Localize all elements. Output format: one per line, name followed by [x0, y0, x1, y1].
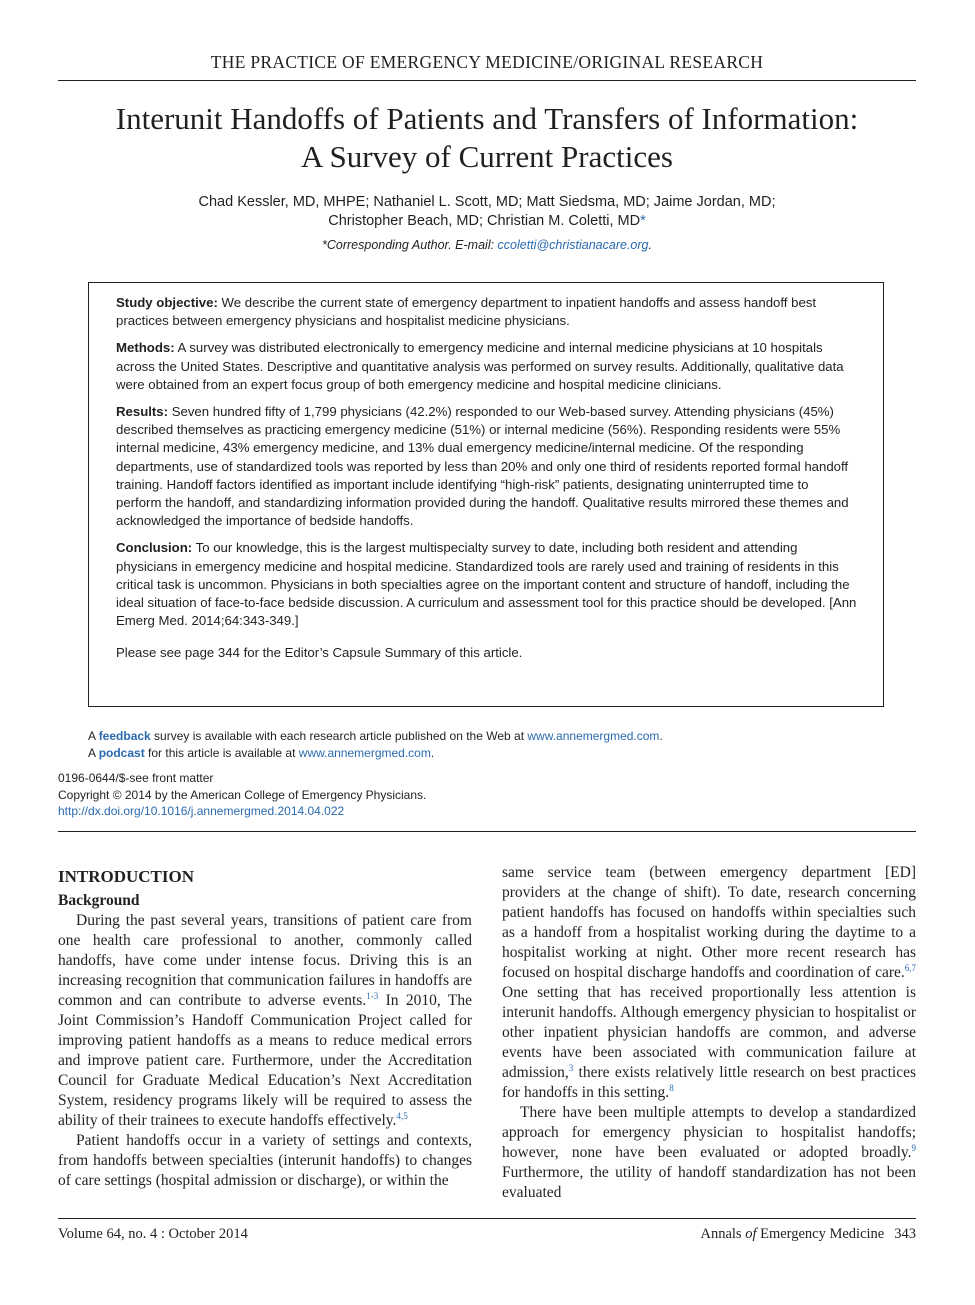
citation-link[interactable]: 9 [911, 1142, 916, 1153]
objective-label: Study objective: [116, 295, 218, 310]
authors-line-2: Christopher Beach, MD; Christian M. Coletti, MD [328, 213, 641, 229]
feedback-post: survey is available with each research article published on the Web at [150, 729, 528, 743]
podcast-end: . [430, 745, 435, 760]
corresponding-author [58, 238, 916, 252]
corresponding-period: . [648, 238, 652, 252]
methods-text: A survey was distributed electronically to emergency medicine and internal medicine physicians at 10 hospitals across the United States. Descriptive and quantitative analysis was performed on survey results. Additionally, qualitative data were obtained from an expert focus group of both emergency medicine and hospital medicine clinicians. [116, 340, 844, 392]
objective-text: We describe the current state of emergency department to inpatient handoffs and assess handoff best practices between emergency physicians and hospitalist medicine physicians. [116, 295, 817, 329]
doi-link[interactable]: http://dx.doi.org/10.1016/j.annemergmed.2014.04.022 [58, 804, 345, 818]
abstract-methods [116, 339, 857, 394]
footer-journal [700, 1226, 916, 1243]
body-paragraph [58, 1131, 472, 1191]
abstract-box [88, 282, 884, 707]
front-matter-rule [58, 831, 916, 832]
results-text: Seven hundred fifty of 1,799 physicians (42.2%) responded to our Web-based survey. Attending physicians (45%) described themselves as practicing emergency medicine (51%) or internal medicine (56%). Responding residents were 55% internal medicine, 43% emergency medicine, and 13% dual emergency medicine/internal medicine. Of the responding departments, use of standardized tools was reported by less than 20% and only one third of residents reported formal handoff training. Handoff factors identified as important include identifying “high-risk” patients, designating uninterrupted time to perform the handoff, and standardizing information provided during the handoff. Qualitative results mirrored these themes and acknowledged the importance of bedside handoffs. [116, 404, 849, 529]
feedback-end: . [659, 729, 663, 743]
p1-text-a: During the past several years, transitions of patient care from one health care professional to another, commonly called handoffs, have come under intense focus. Driving this is an increasing recognition that communication failures in handoffs are common and can contribute to adverse events. [58, 912, 472, 1009]
citation-link[interactable]: 1-3 [366, 990, 379, 1001]
journal-name-pre: Annals [700, 1226, 746, 1242]
podcast-link[interactable]: podcast [98, 745, 145, 760]
conclusion-label: Conclusion: [116, 540, 193, 556]
running-head: THE PRACTICE OF EMERGENCY MEDICINE/ORIGINAL RESEARCH [210, 52, 764, 72]
body-paragraph [502, 863, 916, 1103]
podcast-post: for this article is available at [144, 745, 299, 760]
results-label: Results: [116, 404, 169, 420]
feedback-link[interactable]: feedback [98, 729, 151, 743]
citation-link[interactable]: 3 [568, 1062, 574, 1073]
p2-text-c: One setting that has received proportionally less attention is interunit handoffs. Although emergency physician to hospitalist or other inpatient physician handoffs are common, and adverse events have been associated with communication failure at admission, [502, 984, 916, 1081]
p3-text-b: Furthermore, the utility of handoff standardization has not been evaluated [502, 1164, 916, 1201]
p2-text-b: same service team (between emergency department [ED] providers at the change of shift). To date, research concerning patient handoffs has focused on handoffs within specialties such as a handoff from a hospitalist working during the daytime to a hospitalist working at night. Other more recent research has focused on hospital discharge handoffs and coordination of care. [502, 864, 916, 981]
feedback-pre: A [88, 729, 99, 743]
corresponding-label: *Corresponding Author. E-mail: [322, 238, 498, 252]
footer-rule [58, 1218, 916, 1219]
p1-text-b: In 2010, The Joint Commission’s Handoff Communication Project called for improving patient handoffs as a means to reduce medical errors and improve patient care. Furthermore, under the Accreditation Council for Graduate Medical Education’s Next Accreditation System, residency programs likely will be required to assess the ability of their trainees to execute handoffs effectively. [58, 992, 472, 1129]
web-notes [88, 728, 663, 761]
abstract-objective [116, 294, 857, 330]
authors-line-1: Chad Kessler, MD, MHPE; Nathaniel L. Scott, MD; Matt Siedsma, MD; Jaime Jordan, MD; [198, 194, 776, 210]
introduction-heading: INTRODUCTION [58, 867, 195, 886]
issn-line: 0196-0644/$-see front matter [58, 771, 214, 785]
front-matter [58, 770, 426, 820]
journal-name-of: of [745, 1226, 757, 1242]
p2-text-a: Patient handoffs occur in a variety of settings and contexts, from handoffs between specialties (interunit handoffs) to changes of care settings (hospital admission or discharge), or within the [58, 1132, 472, 1189]
title-line-1: Interunit Handoffs of Patients and Transfers of Information: [115, 101, 859, 136]
abstract-conclusion [116, 539, 857, 630]
citation-link[interactable]: 8 [669, 1082, 674, 1093]
feedback-note [88, 728, 663, 745]
footer-volume: Volume 64, no. 4 : October 2014 [58, 1226, 248, 1242]
body-paragraph [58, 911, 472, 1131]
body-column-right [502, 863, 916, 1203]
author-list [140, 193, 834, 231]
article-title [58, 100, 916, 176]
podcast-url-link[interactable]: www.annemergmed.com [298, 745, 431, 760]
background-heading: Background [58, 892, 140, 909]
body-paragraph [502, 1103, 916, 1203]
header-rule [58, 80, 916, 81]
podcast-pre: A [88, 745, 99, 760]
podcast-note [88, 745, 663, 762]
page-number: 343 [894, 1226, 916, 1242]
body-column-left [58, 863, 472, 1191]
citation-link[interactable]: 4,5 [396, 1110, 408, 1121]
citation-link[interactable]: 6,7 [904, 962, 916, 973]
title-line-2: A Survey of Current Practices [301, 139, 673, 174]
capsule-note: Please see page 344 for the Editor’s Capsule Summary of this article. [116, 645, 523, 661]
methods-label: Methods: [116, 340, 175, 356]
p3-text-a: There have been multiple attempts to develop a standardized approach for emergency physician to hospitalist handoffs; however, none have been evaluated or adopted broadly. [502, 1104, 916, 1161]
copyright-line: Copyright © 2014 by the American College of Emergency Physicians. [58, 787, 427, 802]
journal-name-post: Emergency Medicine [756, 1226, 885, 1242]
corresponding-asterisk-link[interactable]: * [640, 213, 646, 229]
feedback-url-link[interactable]: www.annemergmed.com [527, 729, 660, 743]
corresponding-email-link[interactable]: ccoletti@christianacare.org [497, 238, 649, 252]
abstract-results [116, 403, 857, 530]
p2-text-d: there exists relatively little research on best practices for handoffs in this setting. [502, 1064, 916, 1101]
conclusion-text: To our knowledge, this is the largest multispecialty survey to date, including both resident and attending physicians in emergency medicine and hospital medicine. Standardized tools are rarely used and training of residents in this critical task is uncommon. Physicians in both specialties agree on the important content and structure of handoff, including the ideal situation of face-to-face bedside discussion. A curriculum and assessment tool for this practice should be developed. [Ann Emerg Med. 2014;64:343-349.] [116, 540, 857, 629]
